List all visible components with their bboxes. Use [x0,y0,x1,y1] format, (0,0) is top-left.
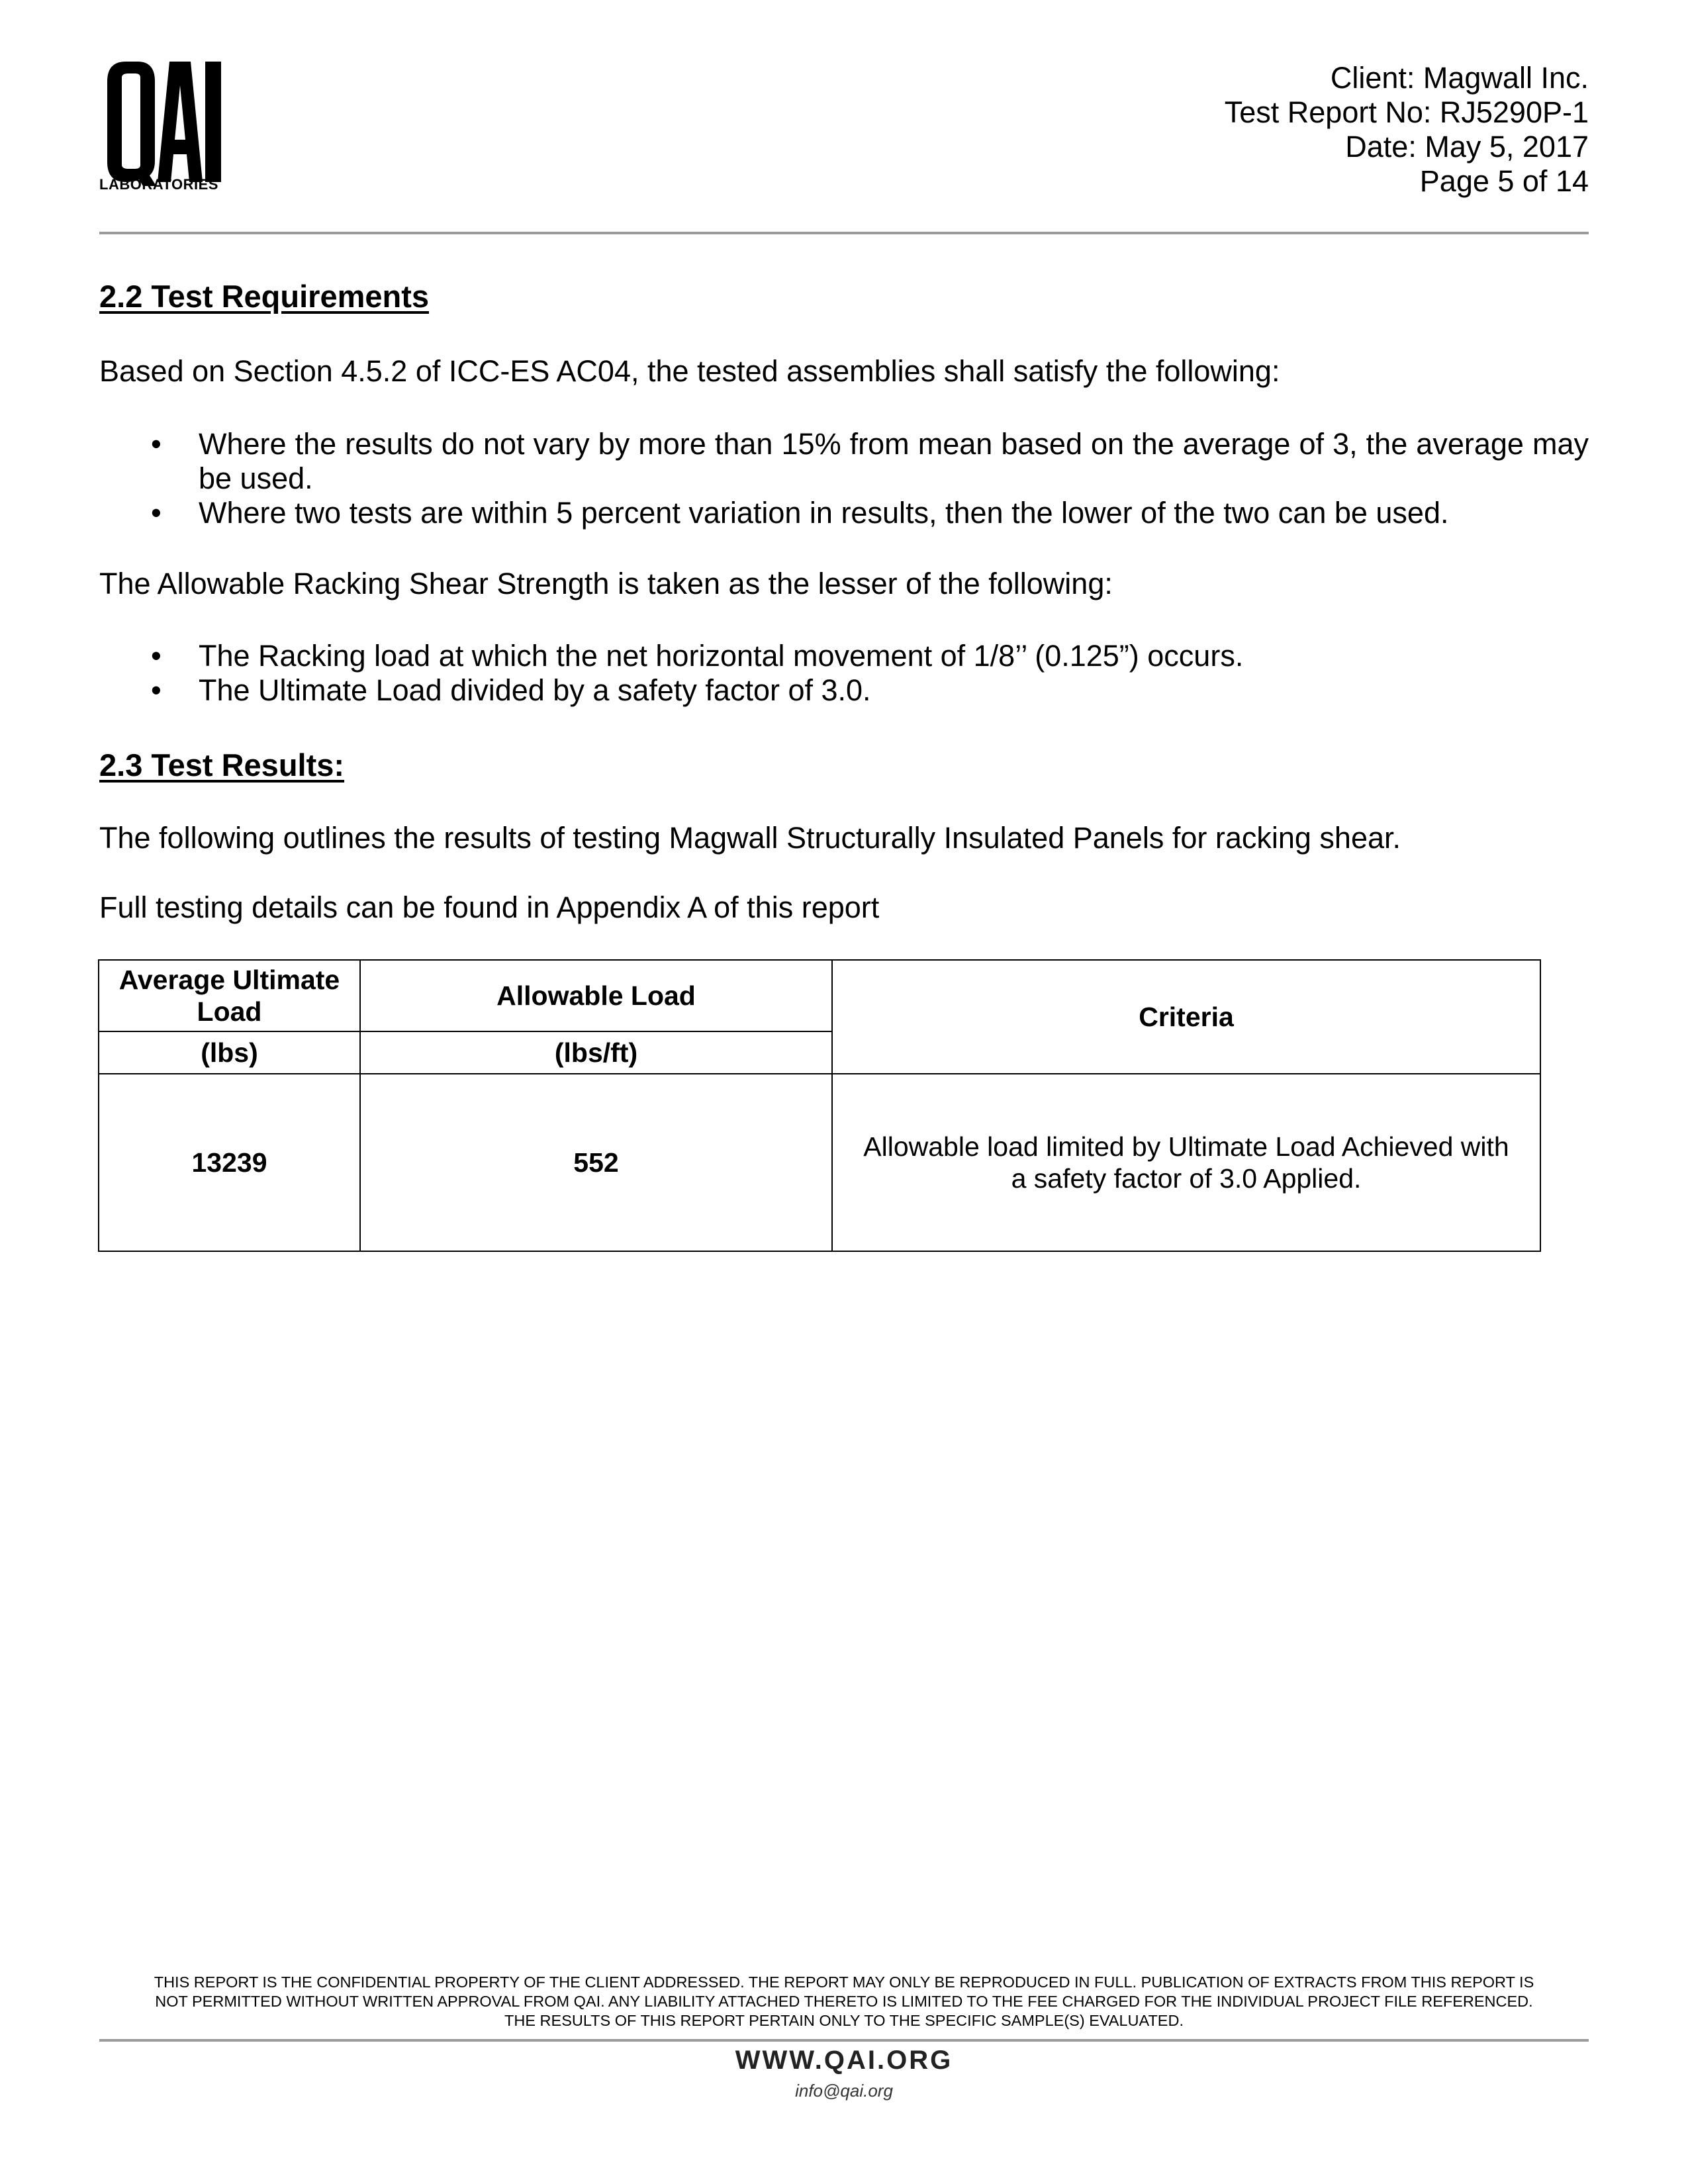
results-table [98,959,1541,1252]
website-link[interactable]: WWW.QAI.ORG [735,2046,953,2075]
section-heading-test-results: 2.3 Test Results: [99,747,345,783]
logo-laboratories-text: LABORATORIES [99,176,218,193]
cell-criteria: Allowable load limited by Ultimate Load Achieved with a safety factor of 3.0 Applied. [832,1074,1540,1251]
report-header-info [1225,61,1589,199]
footer-disclaimer [99,1973,1589,2030]
header-divider [99,232,1589,234]
cell-allowable-load: 552 [360,1074,832,1251]
header-average-ultimate-load: Average Ultimate Load [99,960,360,1031]
bullet-icon: • [151,673,162,707]
bullet-icon: • [151,427,162,461]
footer-divider [99,2039,1589,2042]
page-number-line: Page 5 of 14 [1419,164,1589,198]
list-item: • The Racking load at which the net horizontal movement of 1/8’’ (0.125”) occurs. [151,639,1244,673]
unit-lbs: (lbs) [99,1031,360,1074]
qai-logo [99,52,232,197]
bullet-icon: • [151,496,162,530]
date-line: Date: May 5, 2017 [1345,130,1589,164]
results-paragraph: The following outlines the results of testing Magwall Structurally Insulated Panels for racking shear. [99,821,1401,855]
requirements-list [99,427,1589,530]
report-number-line: Test Report No: RJ5290P-1 [1224,95,1589,129]
table-header-row [99,960,1540,1031]
disclaimer-line: THIS REPORT IS THE CONFIDENTIAL PROPERTY OF THE CLIENT ADDRESSED. THE REPORT MAY ONLY BE REPRODUCED IN FULL. PUBLICATION OF EXTRACTS FROM THIS REPORT IS [154,1973,1534,1991]
unit-lbs-per-ft: (lbs/ft) [360,1031,832,1074]
details-paragraph: Full testing details can be found in Appendix A of this report [99,890,880,924]
header-criteria: Criteria [832,960,1540,1074]
allowable-intro: The Allowable Racking Shear Strength is taken as the lesser of the following: [99,567,1113,600]
list-item: • Where two tests are within 5 percent variation in results, then the lower of the two can be used. [151,496,1449,530]
requirements-intro: Based on Section 4.5.2 of ICC-ES AC04, the tested assemblies shall satisfy the following: [99,354,1280,388]
table-row [99,1074,1540,1251]
cell-ultimate-load: 13239 [99,1074,360,1251]
section-heading-test-requirements: 2.2 Test Requirements [99,279,430,314]
header-allowable-load: Allowable Load [360,960,832,1031]
client-line: Client: Magwall Inc. [1330,61,1589,95]
bullet-icon: • [151,639,162,673]
allowable-criteria-list [99,639,1589,708]
disclaimer-line: NOT PERMITTED WITHOUT WRITTEN APPROVAL FROM QAI. ANY LIABILITY ATTACHED THERETO IS LIMITED TO THE FEE CHARGED FOR THE INDIVIDUAL PROJECT FILE REFERENCED. [155,1993,1533,2010]
email-link[interactable]: info@qai.org [795,2081,893,2101]
list-item: • The Ultimate Load divided by a safety factor of 3.0. [151,673,871,707]
disclaimer-line: THE RESULTS OF THIS REPORT PERTAIN ONLY TO THE SPECIFIC SAMPLE(S) EVALUATED. [504,2012,1184,2029]
list-item: • Where the results do not vary by more than 15% from mean based on the average of 3, the average may be used. [151,427,1589,495]
